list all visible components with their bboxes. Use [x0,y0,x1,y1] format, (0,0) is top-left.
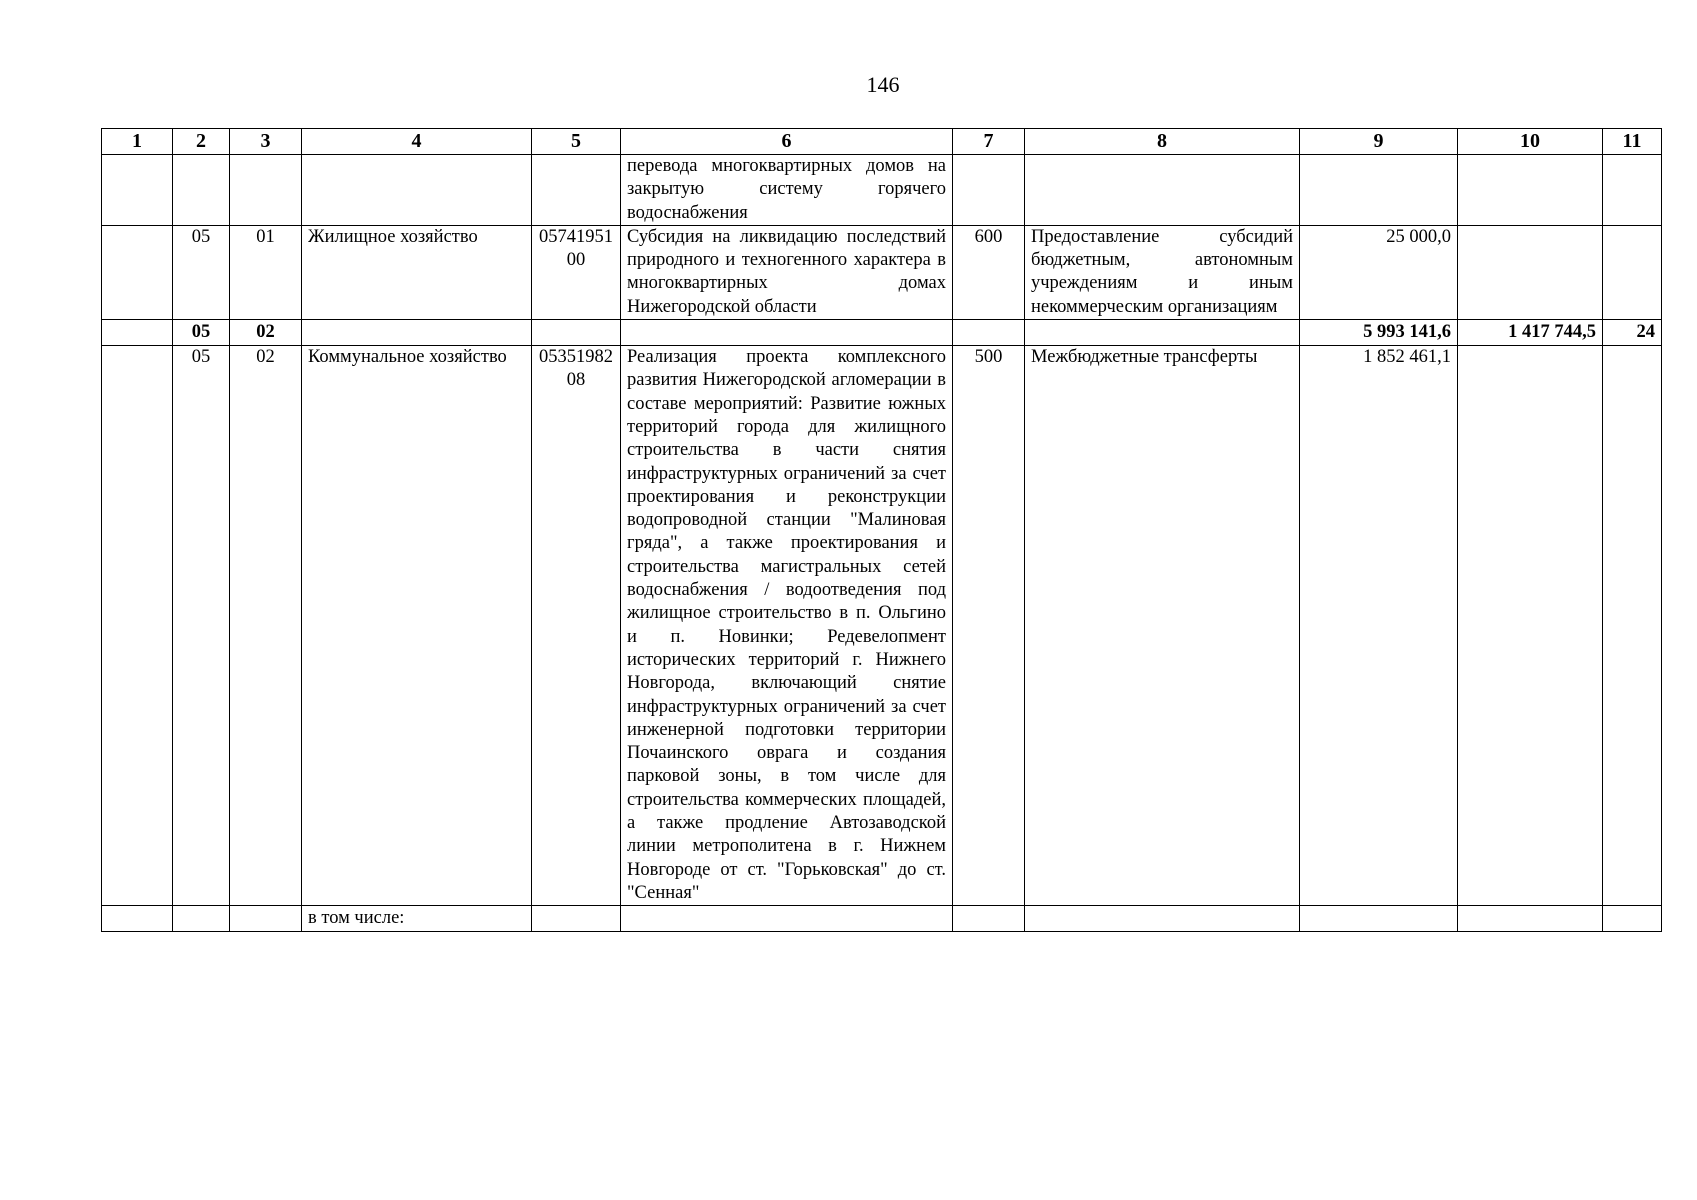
cell-col3 [230,155,302,226]
cell-col11: 24 [1603,320,1662,346]
col-header-6: 6 [621,129,953,155]
col-header-7: 7 [953,129,1025,155]
cell-col11 [1603,225,1662,319]
cell-col1 [102,320,173,346]
cell-col6: Реализация проекта комплексного развития Нижегородской агломерации в составе мероприятий: Развитие южных территорий города для жилищного строительства в части снятия инфраструктурных ограничений за счет проектирования и реконструкции водопроводной станции "Малиновая гряда", а также проектирования и строительства магистральных сетей водоснабжения / водоотведения под жилищное строительство в п. Ольгино и п. Новинки; Редевелопмент исторических территорий г. Нижнего Новгорода, включающий снятие инфраструктурных ограничений за счет инженерной подготовки территории Почаинского оврага и создания парковой зоны, в том числе для строительства коммерческих площадей, а также продление Автозаводской линии метрополитена в г. Нижнем Новгороде от ст. "Горьковская" до ст. "Сенная" [621,346,953,906]
cell-col8 [1025,906,1300,932]
table-row [102,346,1662,906]
header-row [102,129,1662,155]
cell-col3 [230,906,302,932]
cell-col4 [302,320,532,346]
cell-col1 [102,346,173,906]
cell-col9: 25 000,0 [1300,225,1458,319]
cell-col11 [1603,155,1662,226]
cell-col9: 1 852 461,1 [1300,346,1458,906]
budget-table [101,128,1662,932]
col-header-4: 4 [302,129,532,155]
cell-col2: 05 [173,346,230,906]
cell-col4: Жилищное хозяйство [302,225,532,319]
cell-col2 [173,906,230,932]
cell-col4: в том числе: [302,906,532,932]
cell-col2: 05 [173,225,230,319]
cell-col1 [102,155,173,226]
cell-col8 [1025,155,1300,226]
cell-col7 [953,320,1025,346]
cell-col8 [1025,320,1300,346]
cell-col7 [953,906,1025,932]
cell-col1 [102,906,173,932]
cell-col4 [302,155,532,226]
col-header-9: 9 [1300,129,1458,155]
subtotal-row [102,320,1662,346]
cell-col3: 01 [230,225,302,319]
col-header-11: 11 [1603,129,1662,155]
cell-col7 [953,155,1025,226]
cell-col4: Коммунальное хозяйство [302,346,532,906]
cell-col11 [1603,906,1662,932]
col-header-8: 8 [1025,129,1300,155]
cell-col5: 0574195100 [532,225,621,319]
cell-col6: перевода многоквартирных домов на закрытую систему горячего водоснабжения [621,155,953,226]
cell-col11 [1603,346,1662,906]
cell-col10: 1 417 744,5 [1458,320,1603,346]
table-row [102,155,1662,226]
cell-col9 [1300,906,1458,932]
cell-col5 [532,906,621,932]
table-row [102,225,1662,319]
cell-col10 [1458,225,1603,319]
cell-col10 [1458,155,1603,226]
cell-col1 [102,225,173,319]
cell-col10 [1458,906,1603,932]
cell-col6: Субсидия на ликвидацию последствий природного и техногенного характера в многоквартирных домах Нижегородской области [621,225,953,319]
col-header-10: 10 [1458,129,1603,155]
cell-col6 [621,320,953,346]
cell-col10 [1458,346,1603,906]
cell-col3: 02 [230,346,302,906]
cell-col8: Предоставление субсидий бюджетным, автономным учреждениям и иным некоммерческим организациям [1025,225,1300,319]
cell-col5: 0535198208 [532,346,621,906]
table-row [102,906,1662,932]
cell-col5 [532,320,621,346]
cell-col6 [621,906,953,932]
cell-col7: 600 [953,225,1025,319]
cell-col3: 02 [230,320,302,346]
cell-col2 [173,155,230,226]
cell-col9: 5 993 141,6 [1300,320,1458,346]
page-number: 146 [866,72,900,97]
cell-col7: 500 [953,346,1025,906]
cell-col9 [1300,155,1458,226]
cell-col8: Межбюджетные трансферты [1025,346,1300,906]
col-header-1: 1 [102,129,173,155]
col-header-3: 3 [230,129,302,155]
cell-col5 [532,155,621,226]
col-header-2: 2 [173,129,230,155]
col-header-5: 5 [532,129,621,155]
cell-col2: 05 [173,320,230,346]
